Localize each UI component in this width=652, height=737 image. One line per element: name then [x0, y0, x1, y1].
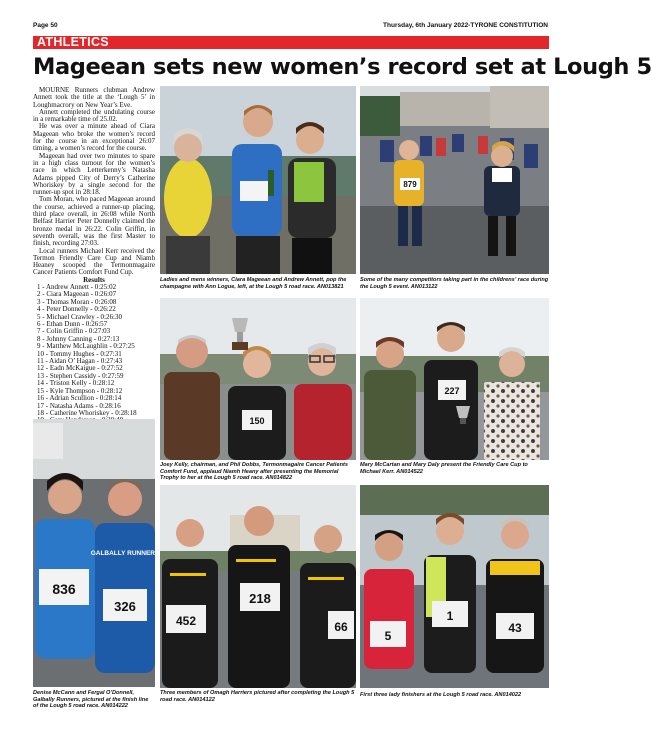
result-row: 16 - Adrian Scullion - 0:28:14	[37, 394, 122, 403]
result-row: 12 - Eadn McKaigue - 0:27:52	[37, 364, 123, 373]
results-list	[33, 284, 155, 432]
omagh-photo	[160, 485, 356, 688]
result-row: 4 - Peter Donnelly - 0:26:22	[37, 305, 116, 314]
result-row: 13 - Stephen Cassidy - 0:27:59	[37, 371, 124, 380]
bib-number: 66	[334, 620, 348, 634]
page-number: Page 50	[33, 22, 58, 29]
result-row: 1 - Andrew Annett - 0:25:02	[37, 283, 117, 292]
bib-number: 879	[403, 180, 417, 189]
results-title: Results	[83, 275, 105, 284]
result-row: 6 - Ethan Dunn - 0:26:57	[37, 320, 108, 329]
article-paragraph: He was over a minute ahead of Ciara Mageean who broke the women’s record for the course in an exceptional 26:07 timing, a women’s record for the course.	[33, 122, 155, 153]
result-row: 8 - Johnny Canning - 0:27:13	[37, 334, 120, 343]
bib-number: 150	[249, 416, 265, 426]
result-row: 7 - Colin Griffin - 0:27:03	[37, 327, 111, 336]
result-row: 9 - Matthew McLaughlin - 0:27:25	[37, 342, 135, 351]
omagh-caption: Three members of Omagh Harriers pictured after completing the Lough 5 road race. AN014122	[160, 690, 355, 703]
bib-number: 452	[175, 614, 197, 628]
section-label: ATHLETICS	[37, 35, 109, 49]
winners-caption: Ladies and mens winners, Ciara Mageean and Andrew Annett, pop the champagne with Ann Logue, left, at the Lough 5 road race. AN013821	[160, 277, 347, 290]
page-header	[33, 22, 548, 31]
winners-photo	[160, 86, 356, 274]
bib-number: 227	[444, 386, 460, 396]
article-paragraph: Mageean had over two minutes to spare in a high class turnout for the women’s race in which Letterkenny’s Natasha Adams pipped City of Derry’s Catherine Whoriskey by a single second for the runner-up spot in 28:18.	[33, 151, 155, 197]
dateline: Thursday, 6th January 2022-TYRONE CONSTITUTION	[383, 22, 548, 29]
cup-photo	[360, 298, 549, 460]
bib-number: 5	[384, 629, 392, 643]
club-name: GALBALLY RUNNERS	[90, 550, 160, 557]
trophy-photo	[160, 298, 356, 460]
bib-number: 326	[114, 599, 136, 614]
competitors-caption: Some of the many competitors taking part in the childrens’ race during the Lough 5 event. AN013122	[360, 277, 549, 290]
result-row: 15 - Kyle Thompson - 0:28:12	[37, 386, 123, 395]
result-row: 17 - Natasha Adams - 0:28:16	[37, 401, 121, 410]
bib-number: 1	[446, 609, 454, 623]
article-paragraph: Tom Moran, who paced Mageean around the course, achieved a runner-up placing, third place overall, in 26:08 while North Belfast Harrier Peter Donnelly claimed the bronze medal in 26:22. Colin Griffin, in seventh overall, was the first Master to finish, recording 27:03.	[33, 195, 155, 248]
result-row: 10 - Tommy Hughes - 0:27:31	[37, 349, 122, 358]
galbally-caption: Denise McCann and Fergal O’Donnell, Galbally Runners, pictured at the finish line of the Lough 5 road race. AN014222	[33, 690, 149, 710]
result-row: 3 - Thomas Moran - 0:26:08	[37, 297, 117, 306]
competitors-photo	[360, 86, 549, 274]
result-row: 14 - Triston Kelly - 0:28:12	[37, 379, 115, 388]
bib-number: 218	[249, 591, 271, 606]
result-row: 18 - Catherine Whoriskey - 0:28:18	[37, 408, 137, 417]
bib-number: 836	[52, 581, 76, 597]
ladies-caption: First three lady finishers at the Lough 5 road race. AN014022	[360, 692, 522, 698]
ladies-photo	[360, 485, 549, 688]
article-paragraph: Local runners Michael Kerr received the Termon Friendly Care Cup and Niamh Heaney scooped the Termonmagaire Cancer Patients Comfort Fund Cup.	[33, 246, 155, 277]
article-paragraph: MOURNE Runners clubman Andrew Annett took the title at the ‘Lough 5’ in Loughmacrory on New Year’s Eve.	[33, 86, 155, 109]
article-paragraph: Annett completed the undulating course in a remarkable time of 25.02.	[33, 107, 155, 124]
galbally-photo	[33, 419, 160, 687]
result-row: 2 - Ciara Mageean - 0:26:07	[37, 290, 117, 299]
section-band	[33, 36, 549, 49]
result-row: 5 - Michael Crawley - 0:26:30	[37, 312, 122, 321]
bib-number: 43	[508, 621, 522, 635]
result-row: 11 - Aidan O’ Hagan - 0:27:43	[37, 357, 123, 366]
cup-caption: Mary McCartan and Mary Daly present the Friendly Care Cup to Michael Kerr. AN014522	[360, 462, 528, 475]
trophy-caption: Joey Kelly, chairman, and Phil Dobbs, Termonmagaire Cancer Patients Comfort Fund, applaud Niamh Heany after presenting the Memorial Trophy to her at the Lough 5 road race. AN014822	[160, 462, 348, 482]
headline: Mageean sets new women’s record set at Lough 5	[33, 54, 652, 80]
article-column	[33, 87, 155, 432]
